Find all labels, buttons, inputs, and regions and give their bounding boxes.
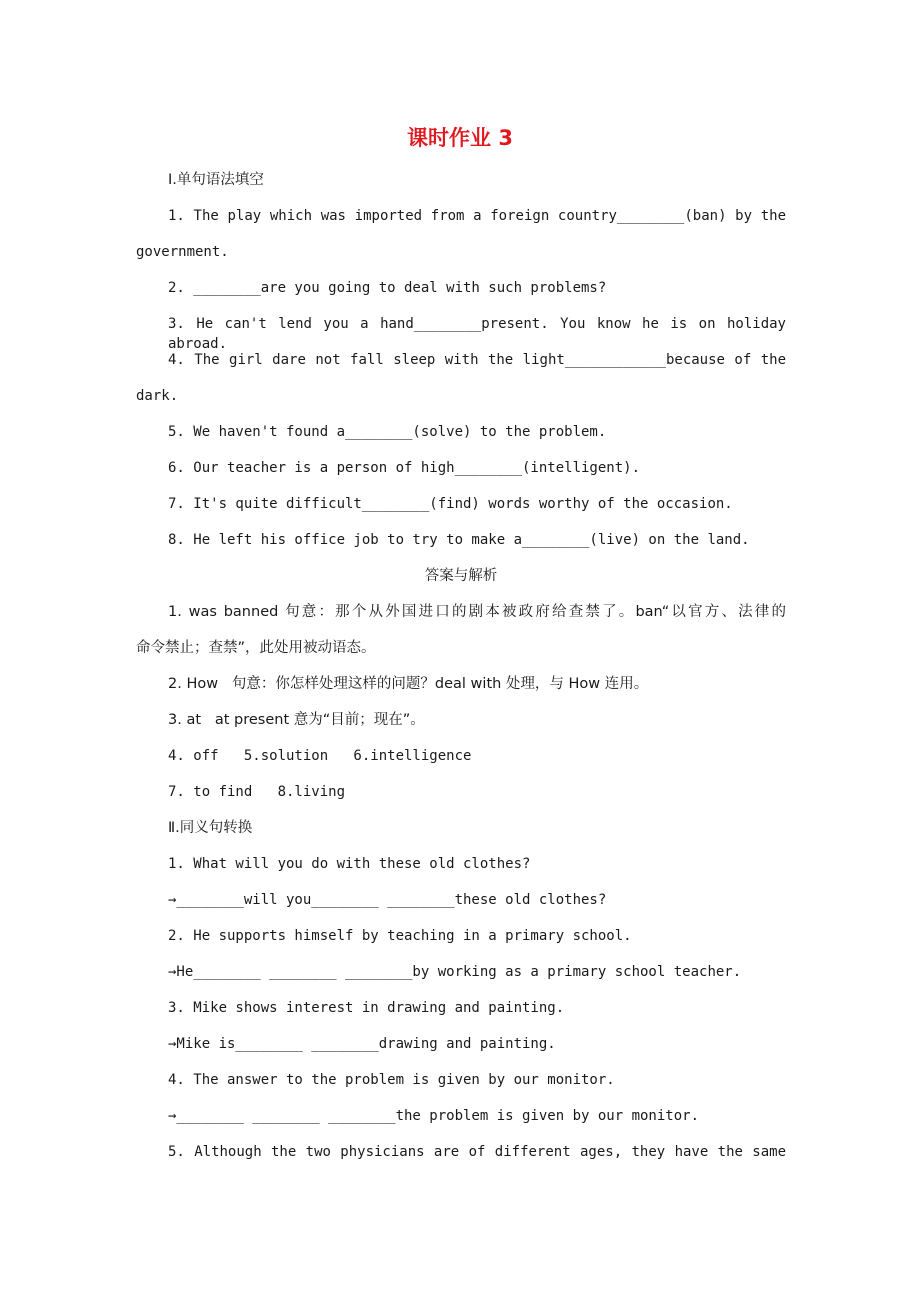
rewrite-question-2: 2. He supports himself by teaching in a primary school. (168, 928, 632, 944)
section-2-heading: Ⅱ.同义句转换 (168, 820, 253, 836)
question-1-line-1: 1. The play which was imported from a foreign country________(ban) by the (168, 208, 786, 224)
question-4-line-2: dark. (136, 388, 179, 404)
answer-1-line-1: 1. was banned 句意：那个从外国进口的剧本被政府给查禁了。ban“以官方、法律的 (168, 604, 786, 620)
question-8: 8. He left his office job to try to make a________(live) on the land. (168, 532, 750, 548)
rewrite-answer-2: →He________ ________ ________by working as a primary school teacher. (168, 964, 742, 980)
rewrite-answer-4: →________ ________ ________the problem is given by our monitor. (168, 1108, 700, 1124)
answer-7-8: 7. to find 8.living (168, 784, 346, 800)
question-2: 2. ________are you going to deal with such problems? (168, 280, 607, 296)
answers-heading: 答案与解析 (424, 568, 498, 584)
question-5: 5. We haven't found a________(solve) to the problem. (168, 424, 607, 440)
rewrite-question-3: 3. Mike shows interest in drawing and painting. (168, 1000, 565, 1016)
question-1-line-2: government. (136, 244, 229, 260)
answer-4-6: 4. off 5.solution 6.intelligence (168, 748, 472, 764)
rewrite-answer-3: →Mike is________ ________drawing and painting. (168, 1036, 556, 1052)
question-7: 7. It's quite difficult________(find) words worthy of the occasion. (168, 496, 733, 512)
page-title: 课时作业 3 (407, 126, 513, 150)
answer-3: 3. at at present 意为“目前；现在”。 (168, 712, 425, 728)
rewrite-question-5-line-1: 5. Although the two physicians are of different ages, they have the same (168, 1144, 786, 1160)
answer-1-line-2: 命令禁止；查禁”，此处用被动语态。 (136, 640, 376, 656)
rewrite-question-1: 1. What will you do with these old clothes? (168, 856, 531, 872)
section-1-heading: Ⅰ.单句语法填空 (168, 172, 264, 188)
rewrite-answer-1: →________will you________ ________these old clothes? (168, 892, 607, 908)
question-4-line-1: 4. The girl dare not fall sleep with the light____________because of the (168, 352, 786, 368)
rewrite-question-4: 4. The answer to the problem is given by our monitor. (168, 1072, 615, 1088)
question-6: 6. Our teacher is a person of high________(intelligent). (168, 460, 641, 476)
answer-2: 2. How 句意：你怎样处理这样的问题？deal with 处理，与 How 连用。 (168, 676, 649, 692)
question-3: 3. He can't lend you a hand________present. You know he is on holiday abroad. (168, 316, 786, 352)
